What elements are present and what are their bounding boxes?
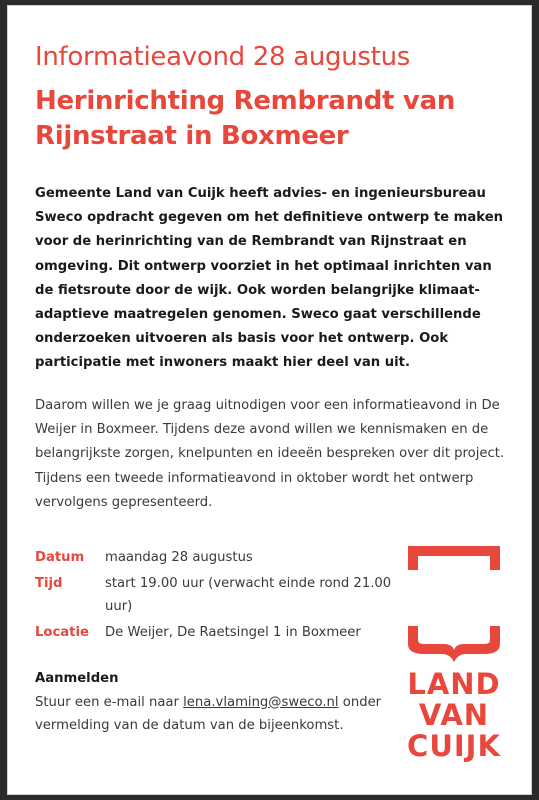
logo-line-1: LAND bbox=[407, 667, 501, 701]
intro-paragraph: Gemeente Land van Cuijk heeft advies- en ingenieursbureau Sweco opdracht gegeven om het definitieve ontwerp te maken voor de herinrichting van de Rembrandt van Rijnstraat en omgeving. Dit ontwerp voorziet in het optimaal inrichten van de fietsroute door de wijk. Ook worden belangrijke klimaat-adaptieve maatregelen genomen. Sweco gaat verschillende onderzoeken uitvoeren als basis voor het ontwerp. Ook participatie met inwoners maakt hier deel van uit. bbox=[35, 186, 504, 371]
detail-row-time bbox=[35, 572, 395, 619]
location-value: De Weijer, De Raetsingel 1 in Boxmeer bbox=[105, 624, 361, 640]
registration-section bbox=[35, 667, 395, 738]
flyer bbox=[7, 5, 532, 795]
event-date-heading: Informatieavond 28 augustus bbox=[35, 42, 410, 72]
logo-line-3: CUIJK bbox=[407, 729, 501, 763]
time-label: Tijd bbox=[35, 575, 63, 591]
location-label: Locatie bbox=[35, 624, 89, 640]
logo-brace-icon bbox=[408, 626, 500, 662]
detail-row-location bbox=[35, 621, 395, 645]
detail-row-date bbox=[35, 546, 395, 570]
date-label: Datum bbox=[35, 550, 85, 565]
invitation-paragraph: Daarom willen we je graag uitnodigen voor een informatieavond in De Weijer in Boxmeer. Tijdens deze avond willen we kennismaken en de belangrijkste zorgen, knelpunten en ideeën bespreken over dit project. Tijdens een tweede informatieavond in oktober wordt het ontwerp vervolgens gepresenteerd. bbox=[35, 398, 505, 510]
registration-text-after: onder vermelding van de datum van de bijeenkomst. bbox=[35, 694, 382, 733]
registration-text-before: Stuur een e-mail naar bbox=[35, 694, 184, 710]
time-value: start 19.00 uur (verwacht einde rond 21.00 uur) bbox=[105, 575, 392, 614]
date-value: maandag 28 augustus bbox=[105, 550, 253, 565]
registration-text bbox=[35, 691, 395, 738]
event-details bbox=[35, 546, 395, 646]
land-van-cuijk-logo bbox=[404, 544, 504, 764]
registration-title: Aanmelden bbox=[35, 671, 119, 686]
logo-line-2: VAN bbox=[418, 698, 490, 732]
logo-top-bracket-icon bbox=[408, 546, 500, 570]
email-link[interactable]: lena.vlaming@sweco.nl bbox=[183, 694, 339, 710]
event-title-heading: Herinrichting Rembrandt van Rijnstraat in Boxmeer bbox=[35, 86, 456, 151]
